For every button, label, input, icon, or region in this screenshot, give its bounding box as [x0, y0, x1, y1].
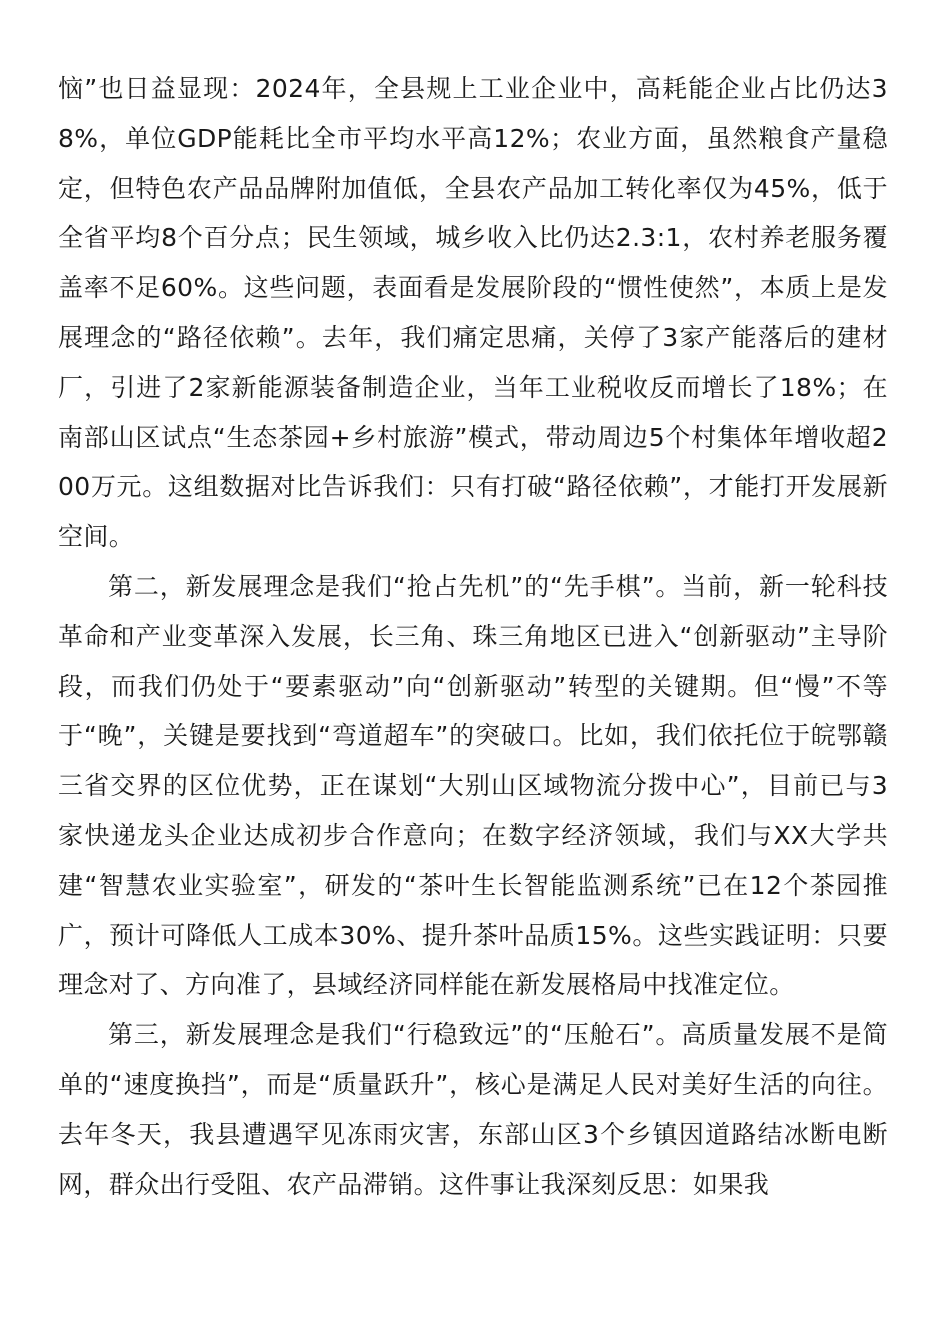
- paragraph-continuation: 恼”也日益显现：2024年，全县规上工业企业中，高耗能企业占比仍达38%，单位GDP能耗比全市平均水平高12%；农业方面，虽然粮食产量稳定，但特色农产品品牌附加值低，全县农产品加工转化率仅为45%，低于全省平均8个百分点；民生领域，城乡收入比仍达2.3:1，农村养老服务覆盖率不足60%。这些问题，表面看是发展阶段的“惯性使然”，本质上是发展理念的“路径依赖”。去年，我们痛定思痛，关停了3家产能落后的建材厂，引进了2家新能源装备制造企业，当年工业税收反而增长了18%；在南部山区试点“生态茶园+乡村旅游”模式，带动周边5个村集体年增收超200万元。这组数据对比告诉我们：只有打破“路径依赖”，才能打开发展新空间。: [58, 74, 888, 552]
- paragraph-third-point: 第三，新发展理念是我们“行稳致远”的“压舱石”。高质量发展不是简单的“速度换挡”，而是“质量跃升”，核心是满足人民对美好生活的向往。去年冬天，我县遭遇罕见冻雨灾害，东部山区3个乡镇因道路结冰断电断网，群众出行受阻、农产品滞销。这件事让我深刻反思：如果我: [58, 1020, 888, 1199]
- paragraph-second-point: 第二，新发展理念是我们“抢占先机”的“先手棋”。当前，新一轮科技革命和产业变革深入发展，长三角、珠三角地区已进入“创新驱动”主导阶段，而我们仍处于“要素驱动”向“创新驱动”转型的关键期。但“慢”不等于“晚”，关键是要找到“弯道超车”的突破口。比如，我们依托位于皖鄂赣三省交界的区位优势，正在谋划“大别山区域物流分拨中心”，目前已与3家快递龙头企业达成初步合作意向；在数字经济领域，我们与XX大学共建“智慧农业实验室”，研发的“茶叶生长智能监测系统”已在12个茶园推广，预计可降低人工成本30%、提升茶叶品质15%。这些实践证明：只要理念对了、方向准了，县域经济同样能在新发展格局中找准定位。: [58, 571, 888, 1000]
- document-body: [58, 64, 888, 1209]
